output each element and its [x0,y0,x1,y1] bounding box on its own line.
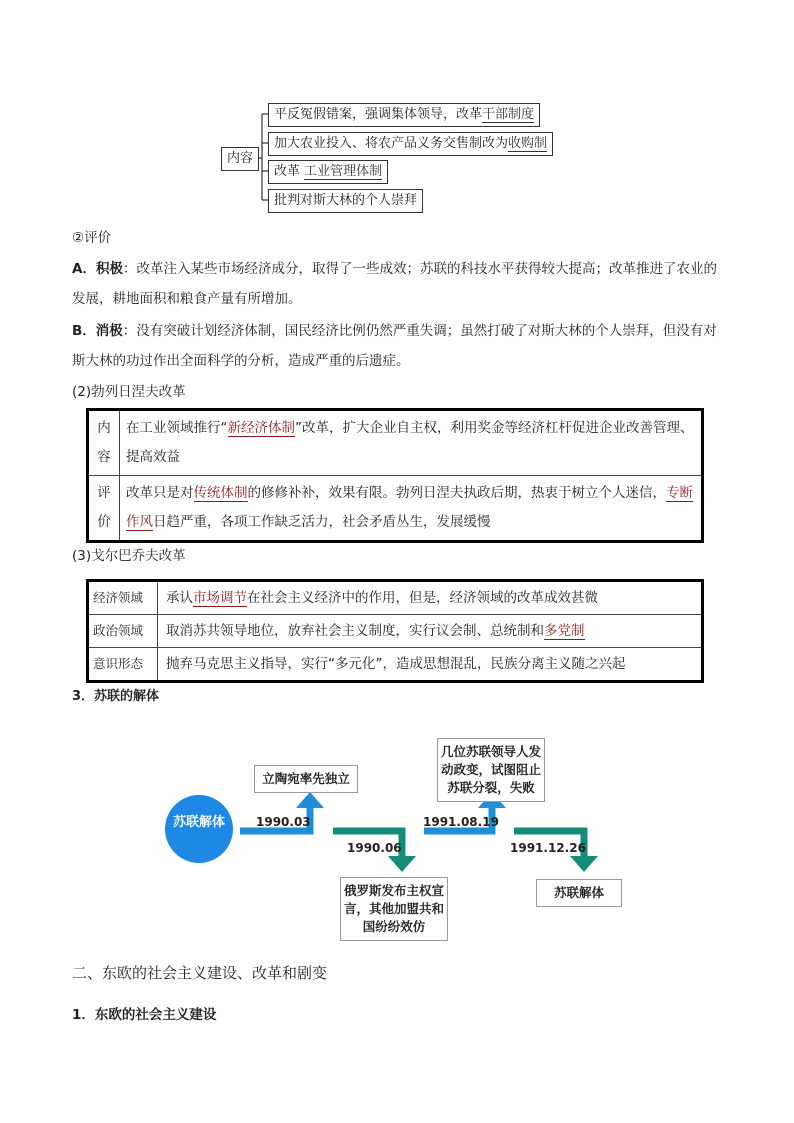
eval-heading: ②评价 [72,230,112,246]
event-date-3: 1991.08.19 [423,815,499,829]
gorbachev-row-label: 经济领域 [88,581,158,615]
mindmap-item-text: 平反冤假错案，强调集体领导，改革 [274,107,483,122]
brezhnev-table [86,408,704,543]
mindmap-item-1 [268,103,540,127]
mindmap-item-text: 批判对斯大林的个人崇拜 [274,193,418,208]
section2-heading: 二、东欧的社会主义建设、改革和剧变 [72,964,328,982]
cell-keyword: 专断作风 [126,485,693,530]
event-box-3: 几位苏联领导人发动政变，试图阻止苏联分裂，失败 [437,738,545,802]
mindmap-item-4 [268,189,423,213]
table-row [88,648,703,682]
cell-text: 取消苏共领导地位，放弃社会主义制度，实行议会制、总统制和 [166,623,544,639]
eval-negative-text: ：没有突破计划经济体制，国民经济比例仍然严重失调；虽然打破了对斯大林的个人崇拜，但没有对斯大林的功过作出全面科学的分析，造成严重的后遗症。 [72,323,717,369]
gorbachev-heading: (3)戈尔巴乔夫改革 [72,548,186,564]
brezhnev-row-label: 内容 [88,410,120,476]
dissolution-heading: 3．苏联的解体 [72,689,160,704]
cell-text: 在社会主义经济中的作用，但是，经济领域的改革成效甚微 [247,590,598,606]
eval-positive-text: ：改革注入某些市场经济成分，取得了一些成效；苏联的科技水平获得较大提高；改革推进了农业的发展，耕地面积和粮食产量有所增加。 [72,261,717,307]
eval-negative [72,316,724,376]
eval-positive [72,254,724,314]
table-row [88,410,703,476]
mindmap-item-3 [268,160,388,184]
cell-text: 的修修补补，效果有限。勃列日涅夫执政后期，热衷于树立个人迷信， [247,485,666,501]
cell-keyword: 传统体制 [193,485,248,501]
gorbachev-row-label: 政治领域 [88,615,158,648]
cell-text: 抛弃马克思主义指导，实行“多元化”，造成思想混乱，民族分离主义随之兴起 [166,656,626,672]
event-date-2: 1990.06 [347,841,402,855]
brezhnev-row-content [120,410,703,476]
cell-keyword: 新经济体制 [227,420,295,436]
cell-text: 承认 [166,590,193,606]
mindmap-keyword: 干部制度 [482,107,535,122]
cell-text: ”改革，扩大企业自主权，利用奖金等经济杠杆促进企业改善管理、提高效益 [126,420,694,465]
table-row [88,581,703,615]
table-row [88,476,703,542]
event-box-4: 苏联解体 [536,879,622,907]
brezhnev-row-label: 评价 [88,476,120,542]
gorbachev-row-content [158,648,703,682]
mindmap-item-2 [268,132,553,156]
cell-text: 改革只是对 [126,485,194,501]
cell-text: 在工业领域推行“ [126,420,228,436]
arrow-head-down-1 [388,856,416,872]
event-box-2: 俄罗斯发布主权宣言，其他加盟共和国纷纷效仿 [340,877,448,941]
cell-keyword: 多党制 [544,623,585,639]
gorbachev-row-label: 意识形态 [88,648,158,682]
cell-text: 日趋严重，各项工作缺乏活力，社会矛盾丛生，发展缓慢 [153,514,491,530]
table-row [88,615,703,648]
brezhnev-row-content [120,476,703,542]
mindmap-root: 内容 [221,147,259,171]
cell-keyword: 市场调节 [193,590,247,606]
gorbachev-row-content [158,581,703,615]
event-box-1: 立陶宛率先独立 [254,765,358,793]
mindmap-keyword: 工业管理体制 [304,164,383,179]
dissolution-circle-label: 苏联解体 [172,815,225,830]
mindmap-item-text: 改革 [274,164,305,179]
arrow-head-down-2 [570,856,598,872]
arrow-head-up-1 [296,792,324,808]
mindmap-keyword: 收购制 [508,136,548,151]
mindmap-item-text: 加大农业投入、将农产品义务交售制改为 [274,136,509,151]
eval-positive-label: A．积极 [72,261,123,277]
eval-negative-label: B．消极 [72,323,123,339]
event-date-1: 1990.03 [256,815,311,829]
section2-subheading: 1．东欧的社会主义建设 [72,1007,217,1023]
gorbachev-table [86,579,704,683]
event-date-4: 1991.12.26 [510,841,586,855]
gorbachev-row-content [158,615,703,648]
brezhnev-heading: (2)勃列日涅夫改革 [72,384,186,400]
